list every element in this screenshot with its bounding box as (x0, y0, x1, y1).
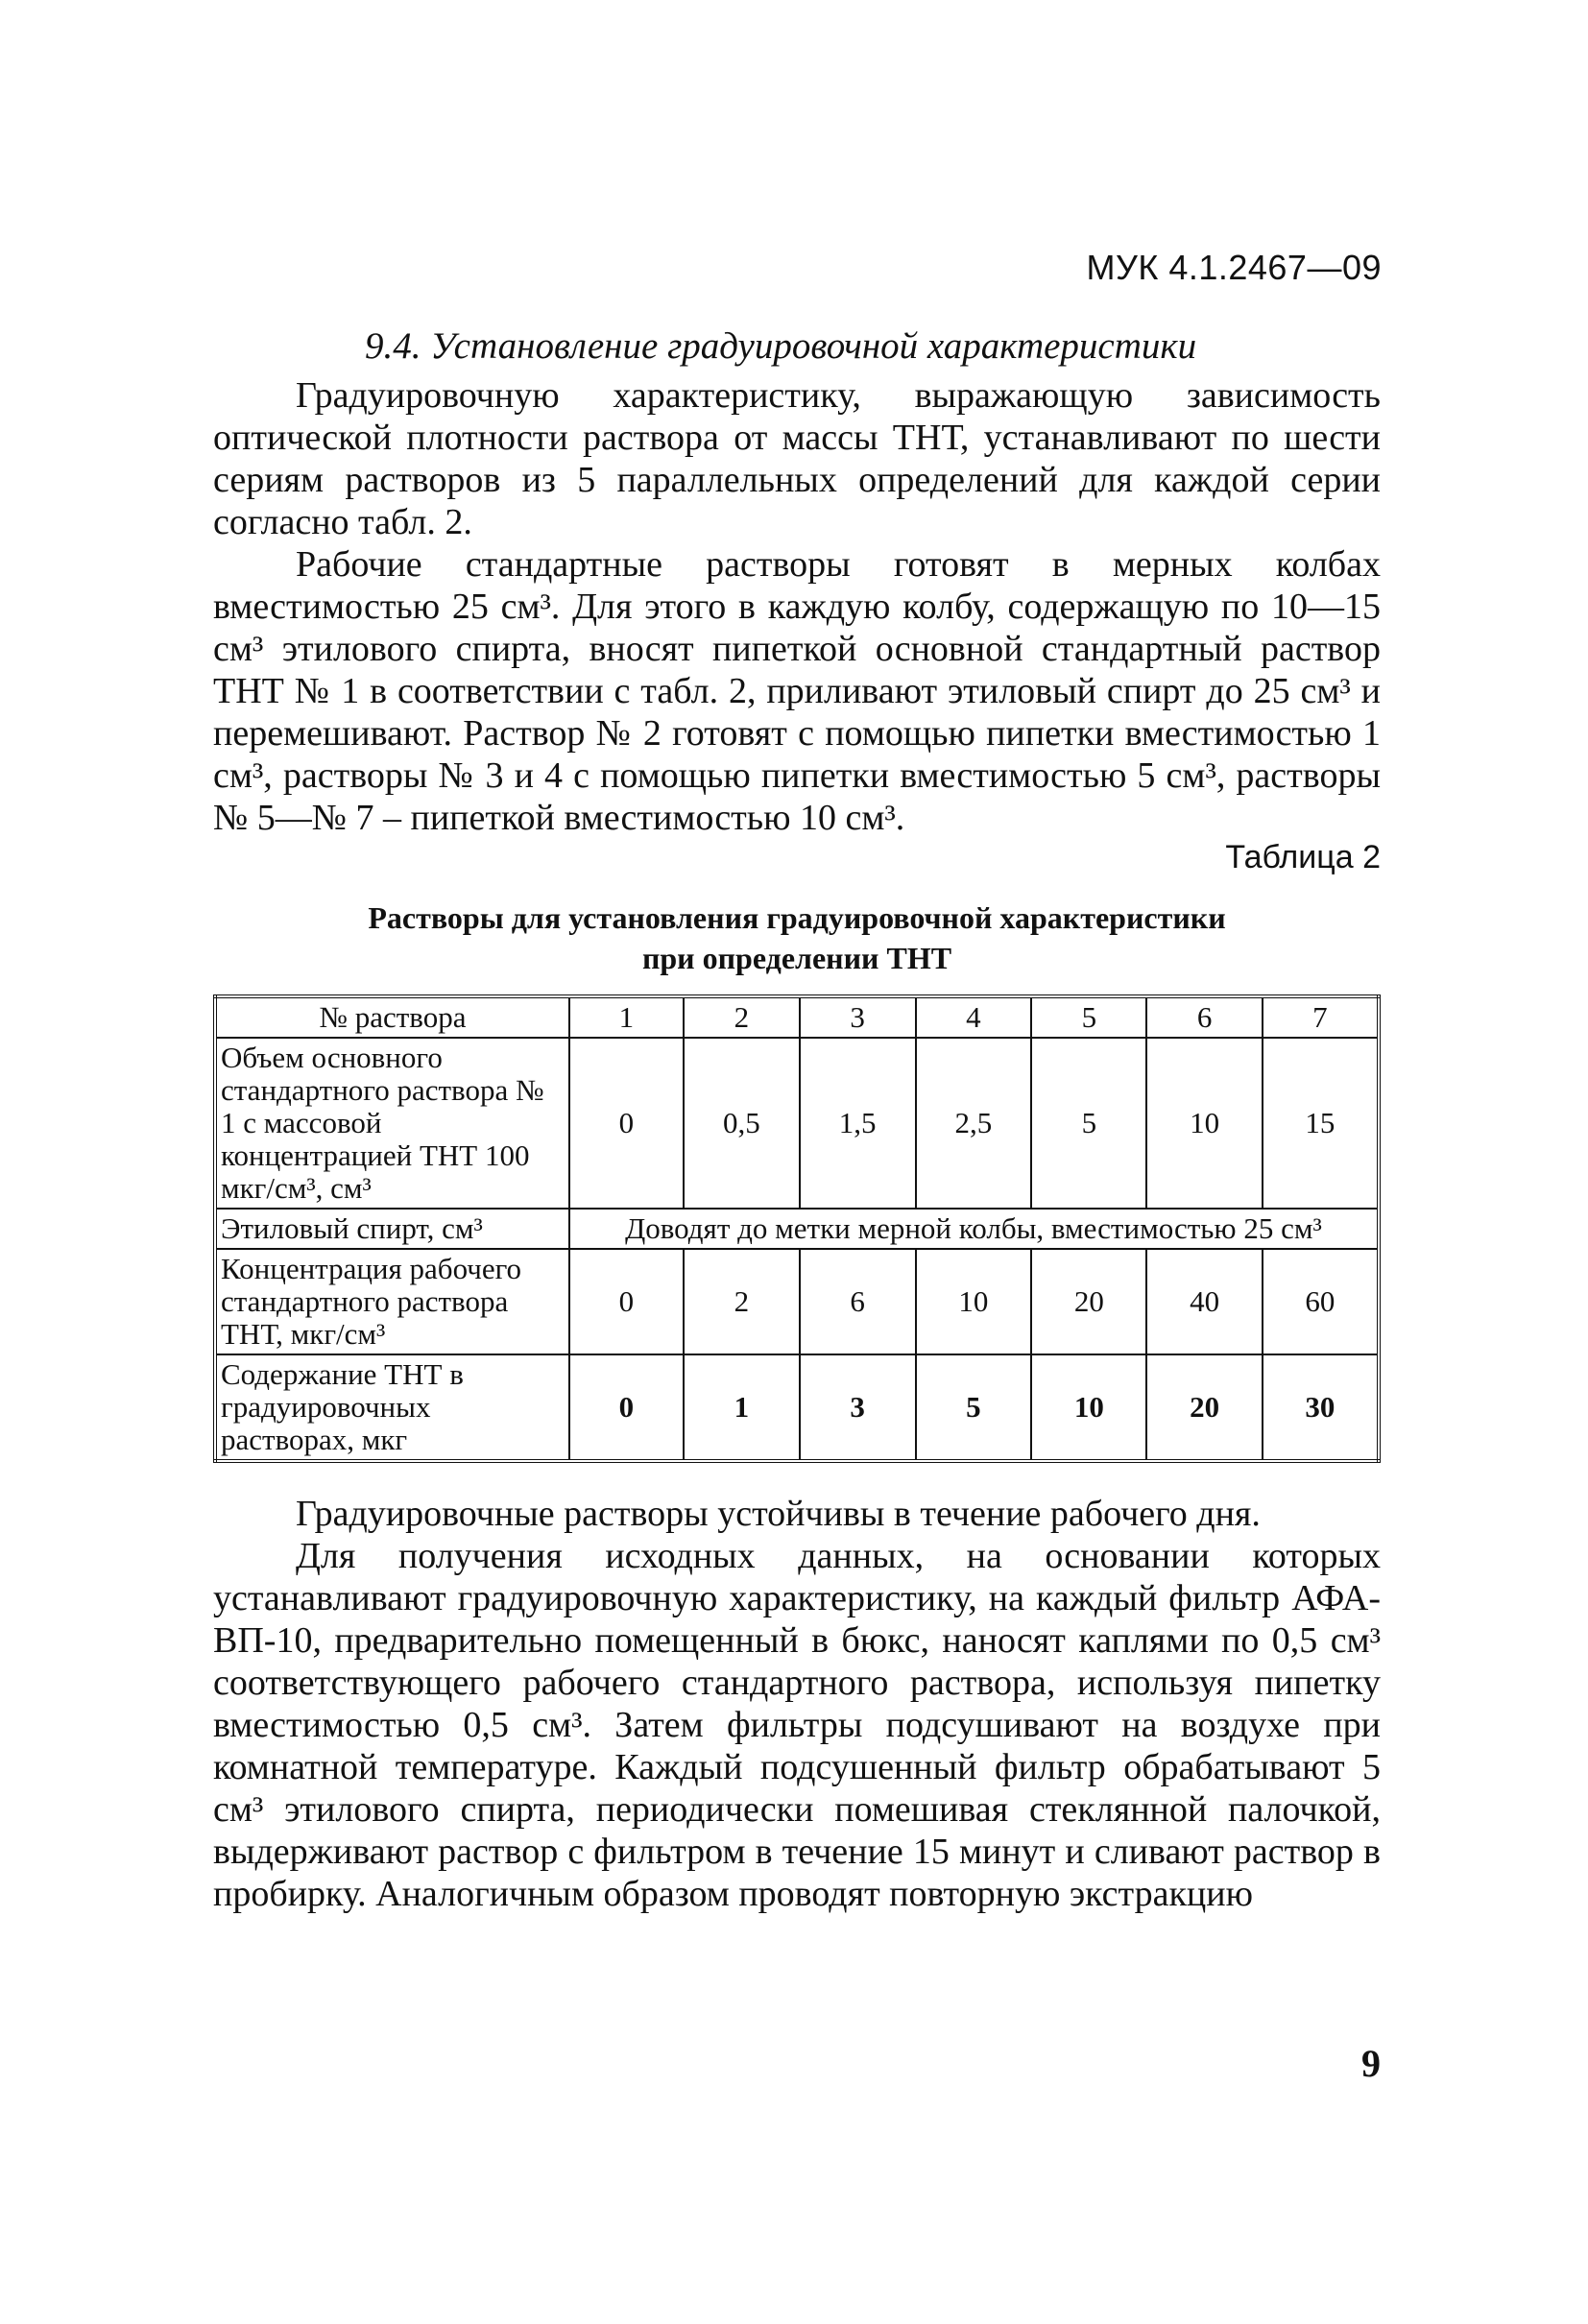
table-cell: 60 (1263, 1249, 1379, 1354)
table-caption (213, 898, 1381, 978)
table-cell: 30 (1263, 1354, 1379, 1461)
table-row (215, 1038, 1379, 1209)
row-label: Концентрация рабочего стандартного раствора ТНТ, мкг/см³ (215, 1249, 569, 1354)
table-cell: 20 (1146, 1354, 1262, 1461)
row-label: Содержание ТНТ в градуировочных растворах, мкг (215, 1354, 569, 1461)
table-cell: 10 (1146, 1038, 1262, 1209)
header-cell: 6 (1146, 996, 1262, 1038)
paragraph: Градуировочные растворы устойчивы в течение рабочего дня. (296, 1494, 1261, 1534)
header-cell: 4 (916, 996, 1032, 1038)
table-cell: 10 (1031, 1354, 1146, 1461)
paragraph: Рабочие стандартные растворы готовят в мерных колбах вместимостью 25 см³. Для этого в каждую колбу, содержащую по 10—15 см³ этилового спирта, вносят пипеткой основной стандартный раствор ТНТ № 1 в соответствии с табл. 2, приливают этиловый спирт до 25 см³ и перемешивают. Раствор № 2 готовят с помощью пипетки вместимостью 1 см³, растворы № 3 и 4 с помощью пипетки вместимостью 5 см³, растворы № 5—№ 7 – пипеткой вместимостью 10 см³. (213, 544, 1381, 838)
header-cell: 3 (800, 996, 916, 1038)
table-cell: 20 (1031, 1249, 1146, 1354)
table-label: Таблица 2 (1225, 839, 1381, 875)
paragraph: Для получения исходных данных, на основании которых устанавливают градуировочную характеристику, на каждый фильтр АФА-ВП-10, предварительно помещенный в бюкс, наносят каплями по 0,5 см³ соответствующего рабочего стандартного раствора, используя пипетку вместимостью 0,5 см³. Затем фильтры подсушивают на воздухе при комнатной температуре. Каждый подсушенный фильтр обрабатывают 5 см³ этилового спирта, периодически помешивая стеклянной палочкой, выдерживают раствор с фильтром в течение 15 минут и сливают раствор в пробирку. Аналогичным образом проводят повторную экстракцию (213, 1536, 1381, 1914)
header-cell: 7 (1263, 996, 1379, 1038)
table-row (215, 1209, 1379, 1249)
header-cell-label: № раствора (215, 996, 569, 1038)
table-cell: 0 (569, 1038, 684, 1209)
table-cell: 0 (569, 1354, 684, 1461)
table-cell: 1,5 (800, 1038, 916, 1209)
table-caption-line: Растворы для установления градуировочной характеристики (368, 900, 1226, 935)
page-number: 9 (1361, 2042, 1381, 2085)
table-row (215, 1354, 1379, 1461)
intro-text (213, 374, 1381, 839)
document-code: МУК 4.1.2467—09 (1086, 248, 1382, 287)
header-cell: 2 (684, 996, 800, 1038)
table-cell: 5 (916, 1354, 1032, 1461)
row-label: Объем основного стандартного раствора № 1 с массовой концентрацией ТНТ 100 мкг/см³, см³ (215, 1038, 569, 1209)
table-header-row (215, 996, 1379, 1038)
table-cell: 10 (916, 1249, 1032, 1354)
table-cell: 6 (800, 1249, 916, 1354)
section-title: 9.4. Установление градуировочной характеристики (365, 325, 1197, 367)
table-caption-line: при определении ТНТ (641, 941, 952, 975)
table-cell: 15 (1263, 1038, 1379, 1209)
table-cell: 2 (684, 1249, 800, 1354)
table-cell: 5 (1031, 1038, 1146, 1209)
header-cell: 1 (569, 996, 684, 1038)
table-cell: 40 (1146, 1249, 1262, 1354)
solutions-table (213, 994, 1381, 1463)
table-cell: 1 (684, 1354, 800, 1461)
table-cell: 3 (800, 1354, 916, 1461)
header-cell: 5 (1031, 996, 1146, 1038)
table-row (215, 1249, 1379, 1354)
paragraph: Градуировочную характеристику, выражающую зависимость оптической плотности раствора от массы ТНТ, устанавливают по шести сериям растворов из 5 параллельных определений для каждой серии согласно табл. 2. (213, 375, 1381, 542)
body-text (213, 1493, 1381, 1915)
table-cell: 0,5 (684, 1038, 800, 1209)
table-cell: 2,5 (916, 1038, 1032, 1209)
row-label: Этиловый спирт, см³ (215, 1209, 569, 1249)
table-cell: 0 (569, 1249, 684, 1354)
table-cell-span: Доводят до метки мерной колбы, вместимостью 25 см³ (569, 1209, 1379, 1249)
